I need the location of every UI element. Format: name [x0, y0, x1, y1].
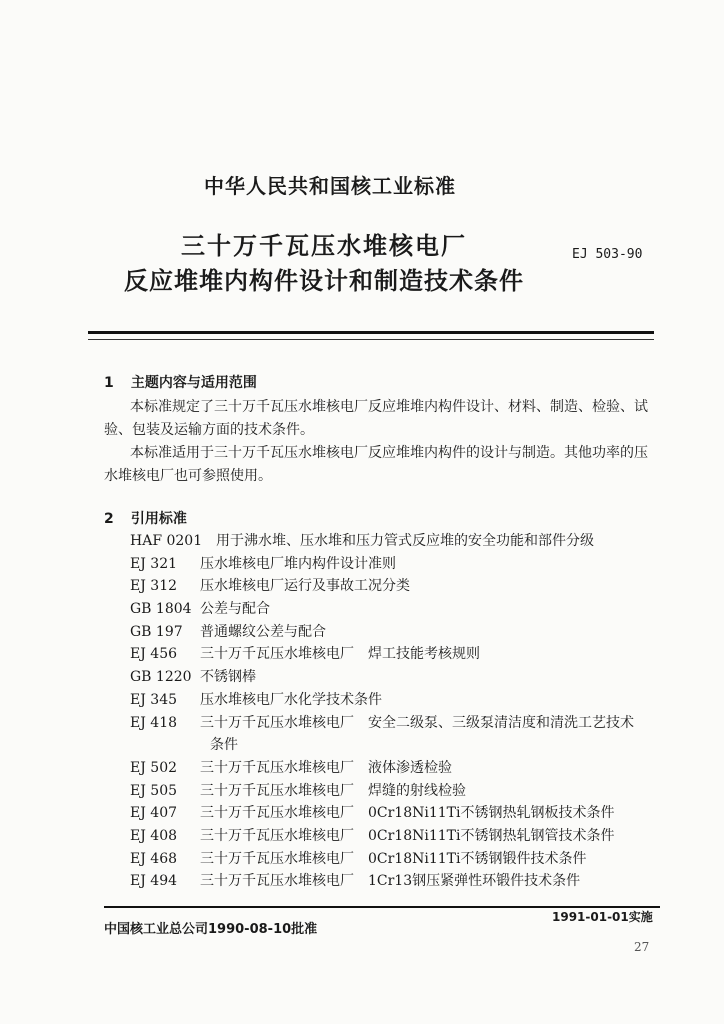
- reference-item: [130, 802, 670, 825]
- header-rule-thick: [88, 331, 654, 334]
- reference-title: 三十万千瓦压水堆核电厂 0Cr18Ni11Ti不锈钢热轧钢板技术条件: [200, 805, 615, 822]
- reference-title: 压水堆核电厂堆内构件设计准则: [200, 555, 396, 572]
- standard-title-line-2: 反应堆堆内构件设计和制造技术条件: [124, 267, 524, 295]
- page-number: 27: [634, 940, 650, 954]
- reference-title: 公差与配合: [200, 601, 270, 618]
- section-1-number: 1: [104, 375, 114, 391]
- section-1-heading: [104, 372, 257, 392]
- reference-code: EJ 505: [130, 782, 178, 799]
- section-1-paragraph-1: 本标准规定了三十万千瓦压水堆核电厂反应堆堆内构件设计、材料、制造、检验、试验、包装及运输方面的技术条件。: [104, 399, 648, 438]
- reference-item: [130, 553, 670, 576]
- reference-item: [130, 666, 670, 689]
- reference-item: [130, 870, 670, 893]
- reference-title: 普通螺纹公差与配合: [200, 623, 326, 640]
- section-1-paragraph-2: 本标准适用于三十万千瓦压水堆核电厂反应堆堆内构件的设计与制造。其他功率的压水堆核电厂也可参照使用。: [104, 445, 648, 484]
- reference-item: [130, 621, 670, 644]
- reference-code: EJ 321: [130, 555, 178, 572]
- reference-code: GB 1220: [130, 669, 192, 686]
- reference-code: EJ 418: [130, 714, 178, 731]
- reference-code: GB 197: [130, 623, 183, 640]
- reference-code: EJ 407: [130, 805, 178, 822]
- approval-date: 中国核工业总公司1990-08-10批准: [104, 922, 318, 937]
- standard-title-line-1: 三十万千瓦压水堆核电厂: [181, 232, 467, 260]
- reference-title: 三十万千瓦压水堆核电厂 1Cr13钢压紧弹性环锻件技术条件: [200, 873, 581, 890]
- reference-item: [130, 598, 670, 621]
- reference-code: GB 1804: [130, 601, 192, 618]
- reference-code: EJ 502: [130, 759, 178, 776]
- reference-title: 三十万千瓦压水堆核电厂 0Cr18Ni11Ti不锈钢热轧钢管技术条件: [200, 827, 615, 844]
- reference-title: 压水堆核电厂运行及事故工况分类: [200, 578, 410, 595]
- reference-item: [130, 825, 670, 848]
- section-2-number: 2: [104, 511, 114, 527]
- effective-date: 1991-01-01实施: [552, 910, 653, 924]
- reference-item: [130, 643, 670, 666]
- reference-item: [130, 712, 670, 735]
- reference-code: EJ 312: [130, 578, 178, 595]
- reference-title: 不锈钢棒: [200, 669, 256, 686]
- reference-list: [130, 530, 670, 893]
- reference-code: EJ 408: [130, 827, 178, 844]
- reference-code: EJ 345: [130, 691, 178, 708]
- reference-title: 三十万千瓦压水堆核电厂 液体渗透检验: [200, 759, 452, 776]
- reference-title: 用于沸水堆、压水堆和压力管式反应堆的安全功能和部件分级: [216, 533, 594, 549]
- header-rule-thin: [88, 339, 654, 340]
- reference-item: [130, 530, 670, 553]
- reference-code: EJ 494: [130, 873, 178, 890]
- standard-code: EJ 503-90: [572, 247, 643, 262]
- organization-title: 中华人民共和国核工业标准: [204, 174, 456, 198]
- reference-code: EJ 468: [130, 850, 178, 867]
- section-2-title: 引用标准: [130, 511, 187, 527]
- reference-item: [130, 780, 670, 803]
- reference-title: 三十万千瓦压水堆核电厂 安全二级泵、三级泵清洁度和清洗工艺技术: [200, 714, 634, 731]
- reference-title: 条件: [210, 737, 238, 754]
- reference-item-continuation: [130, 734, 670, 757]
- reference-title: 三十万千瓦压水堆核电厂 0Cr18Ni11Ti不锈钢锻件技术条件: [200, 850, 587, 867]
- reference-title: 三十万千瓦压水堆核电厂 焊工技能考核规则: [200, 646, 480, 663]
- reference-code: HAF 0201: [130, 533, 203, 549]
- reference-title: 三十万千瓦压水堆核电厂 焊缝的射线检验: [200, 782, 466, 799]
- reference-item: [130, 689, 670, 712]
- reference-item: [130, 848, 670, 871]
- section-1-title: 主题内容与适用范围: [130, 375, 257, 391]
- reference-item: [130, 575, 670, 598]
- reference-title: 压水堆核电厂水化学技术条件: [200, 691, 382, 708]
- reference-item: [130, 757, 670, 780]
- section-2-heading: [104, 508, 187, 528]
- reference-code: EJ 456: [130, 646, 178, 663]
